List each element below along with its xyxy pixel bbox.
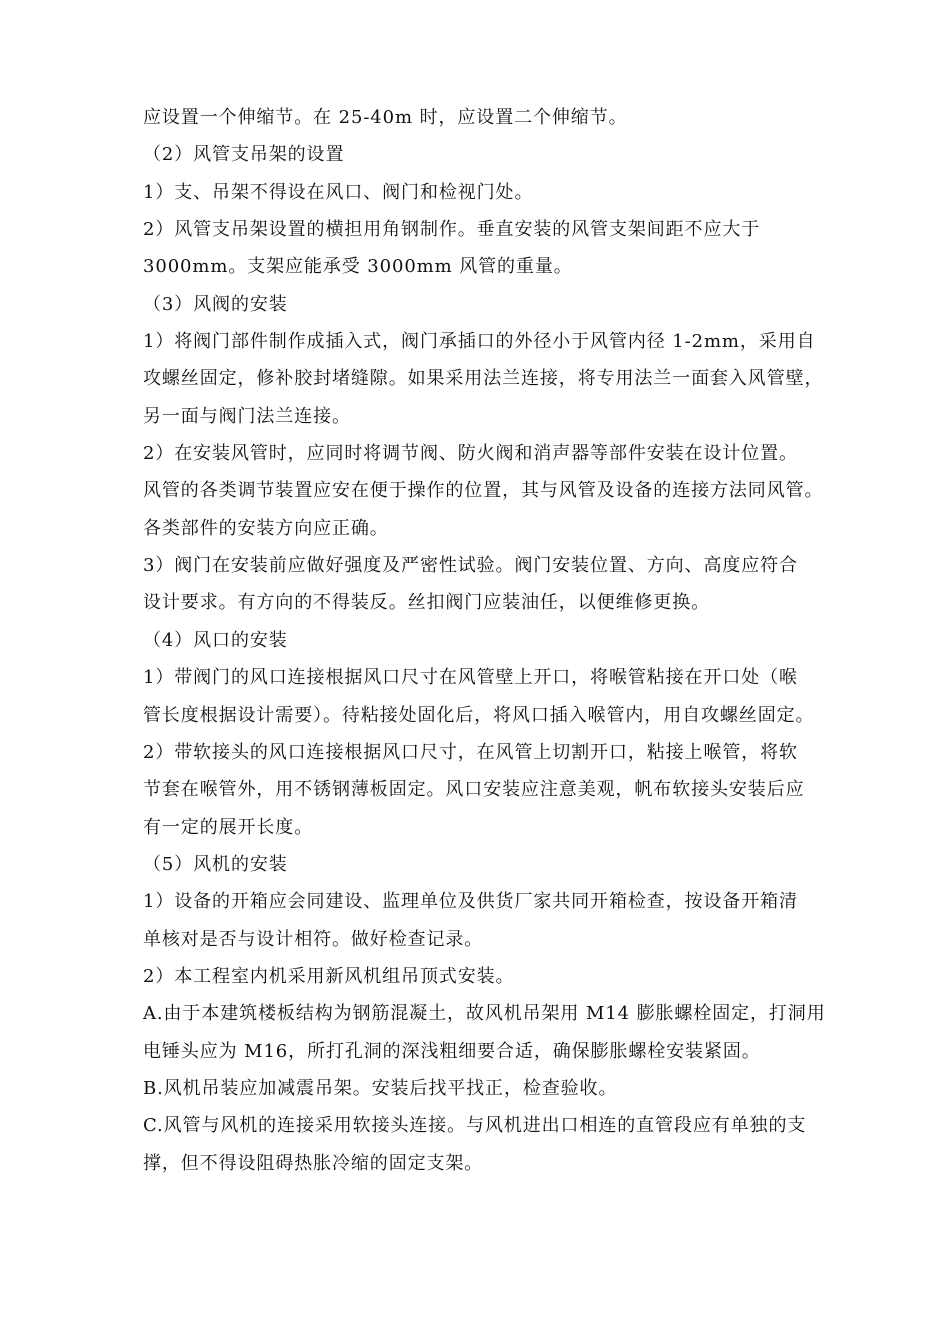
- text-line: 1）带阀门的风口连接根据风口尺寸在风管壁上开口，将喉管粘接在开口处（喉: [143, 667, 798, 689]
- text-line: 电锤头应为 M16，所打孔洞的深浅粗细要合适，确保膨胀螺栓安装紧固。: [143, 1040, 761, 1062]
- text-line: C.风管与风机的连接采用软接头连接。与风机进出口相连的直管段应有单独的支: [143, 1115, 807, 1137]
- text-line: 2）本工程室内机采用新风机组吊顶式安装。: [143, 965, 515, 987]
- section-heading: （3）风阀的安装: [143, 293, 288, 315]
- text-line: A.由于本建筑楼板结构为钢筋混凝土，故风机吊架用 M14 膨胀螺栓固定，打洞用: [143, 1003, 826, 1025]
- text-line: 撑，但不得设阻碍热胀冷缩的固定支架。: [143, 1152, 484, 1174]
- text-line: 设计要求。有方向的不得装反。丝扣阀门应装油任，以便维修更换。: [143, 592, 710, 614]
- text-line: 1）支、吊架不得设在风口、阀门和检视门处。: [143, 181, 534, 203]
- text-line: 2）风管支吊架设置的横担用角钢制作。垂直安装的风管支架间距不应大于: [143, 219, 761, 241]
- text-line: 3）阀门在安装前应做好强度及严密性试验。阀门安装位置、方向、高度应符合: [143, 555, 798, 577]
- text-line: 3000mm。支架应能承受 3000mm 风管的重量。: [143, 256, 573, 278]
- text-line: 2）带软接头的风口连接根据风口尺寸，在风管上切割开口，粘接上喉管，将软: [143, 741, 798, 763]
- text-line: 各类部件的安装方向应正确。: [143, 517, 389, 539]
- text-line: 单核对是否与设计相符。做好检查记录。: [143, 928, 484, 950]
- text-line: 风管的各类调节装置应安在便于操作的位置，其与风管及设备的连接方法同风管。: [143, 480, 824, 502]
- text-line: 管长度根据设计需要）。待粘接处固化后，将风口插入喉管内，用自攻螺丝固定。: [143, 704, 815, 726]
- text-line: 1）将阀门部件制作成插入式，阀门承插口的外径小于风管内径 1-2mm，采用自: [143, 331, 816, 353]
- text-line: 另一面与阀门法兰连接。: [143, 405, 351, 427]
- text-line: 攻螺丝固定，修补胶封堵缝隙。如果采用法兰连接，将专用法兰一面套入风管壁，: [143, 368, 824, 390]
- text-line: 节套在喉管外，用不锈钢薄板固定。风口安装应注意美观，帆布软接头安装后应: [143, 779, 805, 801]
- section-heading: （2）风管支吊架的设置: [143, 144, 345, 166]
- document-body: [143, 99, 826, 1182]
- text-line: 应设置一个伸缩节。在 25-40m 时，应设置二个伸缩节。: [143, 107, 628, 128]
- text-line: B.风机吊装应加减震吊架。安装后找平找正，检查验收。: [143, 1077, 618, 1099]
- section-heading: （5）风机的安装: [143, 853, 288, 875]
- text-line: 2）在安装风管时，应同时将调节阀、防火阀和消声器等部件安装在设计位置。: [143, 443, 798, 465]
- section-heading: （4）风口的安装: [143, 629, 288, 651]
- text-line: 有一定的展开长度。: [143, 816, 314, 838]
- text-line: 1）设备的开箱应会同建设、监理单位及供货厂家共同开箱检查，按设备开箱清: [143, 891, 798, 913]
